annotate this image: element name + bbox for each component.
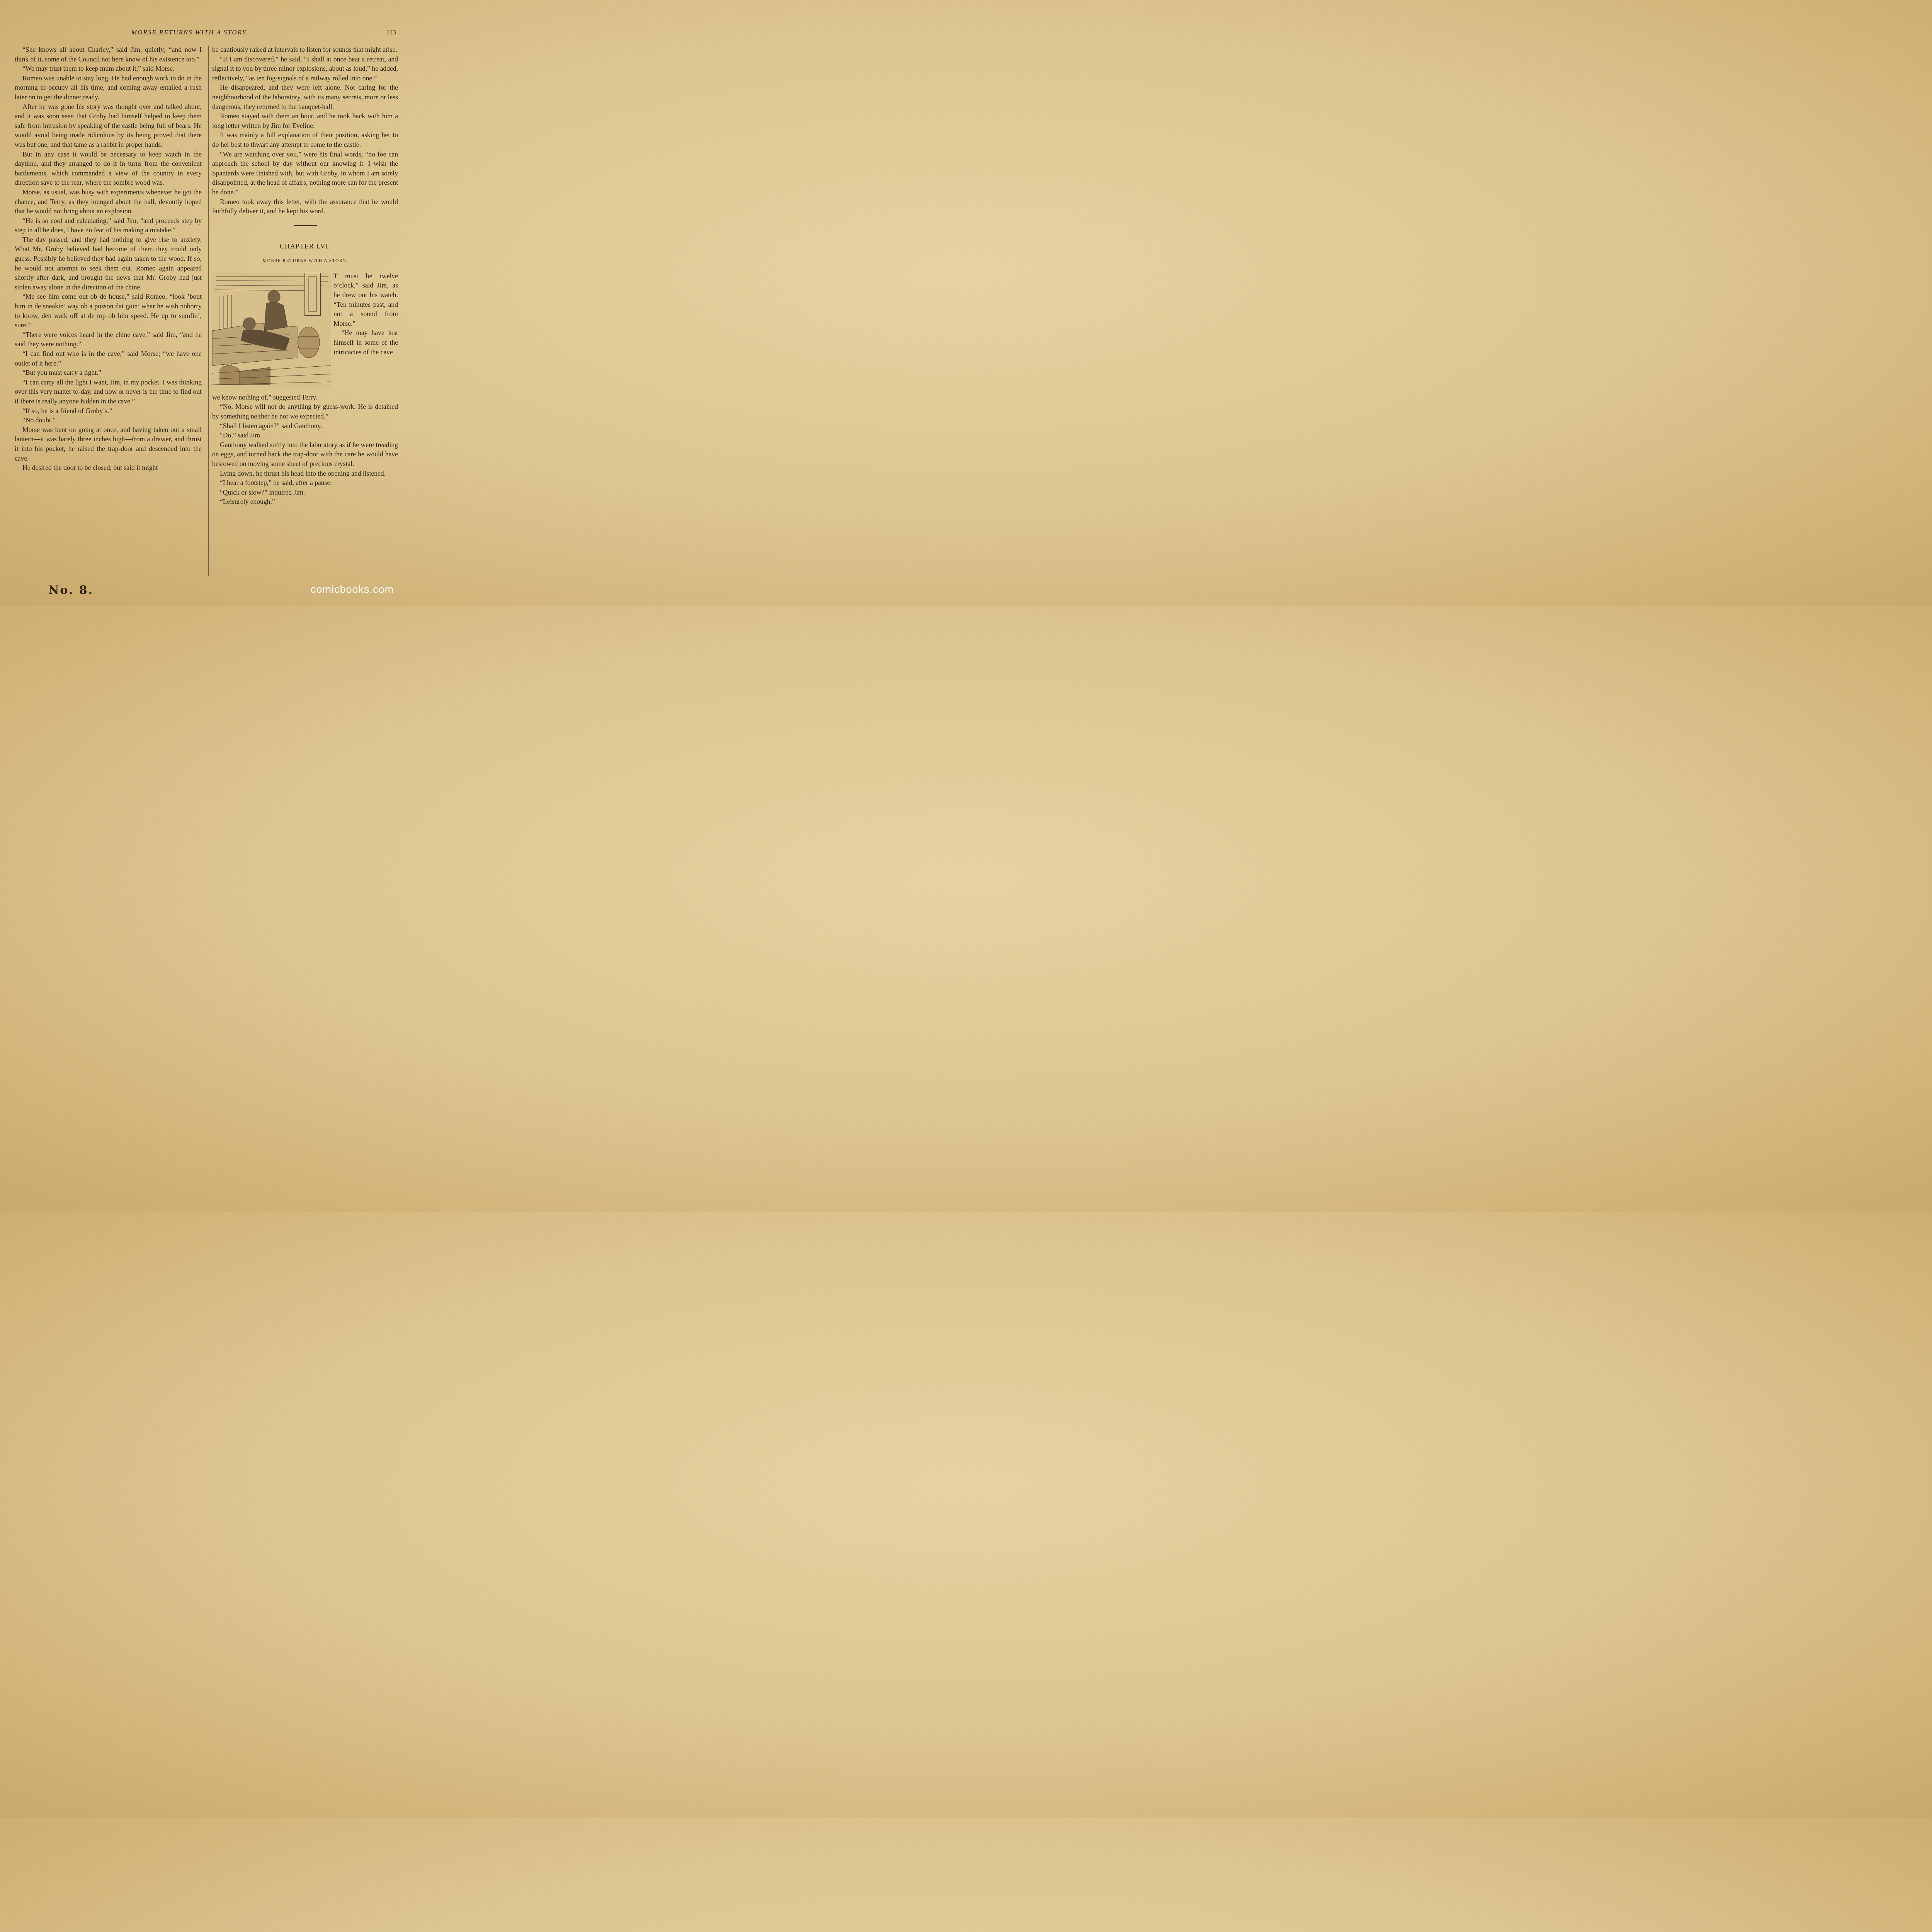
paragraph: “There were voices heard in the chine cave,” said Jim, “and he said they were nothing.” [15, 330, 202, 348]
chapter-number: CHAPTER LVI. [279, 242, 331, 250]
paragraph: But in any case it would be necessary to keep watch in the daytime, and they arranged to do it in turns from the convenient battlements, which commanded a view of the country in every direction save to the rear, where the sombre wood was. [15, 150, 202, 187]
paragraph: “Do,” said Jim. [220, 431, 262, 439]
drop-cap-paragraph: T must be twelve o’clock,” said Jim, as he drew out his watch. “Ten minutes past, and not a sound from Morse.” [333, 272, 398, 327]
page-number: 113 [386, 29, 396, 36]
paragraph: “Shall I listen again?” said Ganthony. [220, 422, 322, 430]
issue-number: No. 8. [48, 583, 94, 597]
right-column [212, 45, 398, 507]
paragraph: After he was gone his story was thought over and talked about, and it was soon seen that Groby had himself helped to keep them safe from intrusion by speaking of the castle being full of bears. He would avoid being made ridiculous by its being proved that there was but one, and that tame as a rabbit in proper hands. [15, 102, 202, 148]
paragraph: He desired the door to be closed, but said it might [22, 464, 158, 472]
paragraph: “We may trust them to keep mum about it,” said Morse. [22, 65, 175, 73]
paragraph: “He may have lost himself in some of the intricacies of the cave [333, 329, 398, 356]
paragraph: It was mainly a full explanation of their position, asking her to do her best to thwart any attempt to come to the castle. [212, 131, 398, 148]
illustration-block [212, 271, 398, 393]
section-separator [294, 225, 317, 226]
site-watermark: comicbooks.com [311, 583, 394, 595]
paragraph: “I can find out who is in the cave,” said Morse; “we have one outlet of it here.” [15, 350, 202, 367]
paragraph: “I hear a footstep,” he said, after a pause. [220, 479, 332, 487]
paragraph-continuation: be cautiously raised at intervals to listen for sounds that might arise. [212, 46, 397, 53]
paragraph: “Leisurely enough.” [220, 498, 275, 506]
paragraph: Ganthony walked softly into the laboratory as if he were treading on eggs, and turned back the trap-door with the care he would have bestowed on moving some sheet of precious crystal. [212, 440, 398, 468]
paragraph: “No doubt.” [22, 416, 56, 424]
paragraph: Lying down, he thrust his head into the opening and listened. [220, 469, 386, 477]
paragraph: Morse was bent on going at once, and having taken out a small lantern—it was barely three inches high—from a drawer, and thrust it into his pocket, he raised the trap-door and descended into the cave. [15, 425, 202, 462]
paragraph: “If so, he is a friend of Groby’s.” [22, 406, 112, 415]
paragraph: “I can carry all the light I want, Jim, in my pocket. I was thinking over this very matter to-day, and now or never is the time to find out if there is really anyone hidden in the cave.” [15, 378, 202, 405]
paragraph: Romeo took away this letter, with the assurance that he would faithfully deliver it, and he kept his word. [212, 197, 398, 215]
paragraph: “She knows all about Charley,” said Jim, quietly; “and now I think of it, some of the Council not here know of his existence too.” [15, 46, 202, 63]
paragraph: “Quick or slow?” inquired Jim. [220, 488, 305, 496]
paragraph: He disappeared, and they were left alone. Not caring for the neighbourhood of the laboratory, with its many secrets, more or less dangerous, they returned to the banquet-hall. [212, 83, 398, 111]
column-divider [208, 46, 209, 576]
paragraph: Romeo was unable to stay long. He had enough work to do in the morning to occupy all his time, and coming away entailed a rush later on to get the dinner ready. [15, 74, 202, 101]
illustration-side-text [333, 271, 398, 357]
engraving-illustration [212, 273, 331, 388]
paragraph: Romeo stayed with them an hour, and he took back with him a long letter written by Jim for Eveline. [212, 112, 398, 129]
paragraph: “If I am discovered,” he said, “I shall at once beat a retreat, and signal it to you by three minor explosions, about as loud,” he added, reflectively, “as ten fog-signals of a railway rolled into one.” [212, 55, 398, 82]
running-title: MORSE RETURNS WITH A STORY. [131, 29, 248, 36]
running-head [0, 29, 420, 39]
paragraph: “But you must carry a light.” [22, 369, 102, 377]
paragraph: The day passed, and they had nothing to give rise to anxiety. What Mr. Groby believed had become of them they could only guess. Possibly he believed they had again taken to the wood. If so, he would not attempt to seek them out. Romeo again appeared shortly after dark, and brought the news that Mr. Groby had just stolen away alone in the direction of the chine. [15, 235, 202, 291]
left-column [15, 45, 202, 473]
paragraph: “We are watching over you,” were his final words; “no foe can approach the school by day without our knowing it. I wish the Spaniards were finished with, but with Groby, in whom I am sorely disappointed, at the head of affairs, nothing more can for the present be done.” [212, 150, 398, 196]
paragraph: “He is so cool and calculating,” said Jim, “and proceeds step by step in all he does, I have no fear of his making a mistake.” [15, 216, 202, 234]
paragraph: Morse, as usual, was busy with experiments whenever he got the chance, and Terry, as they lounged about the hall, devoutly hoped that he would not bring about an explosion. [15, 188, 202, 215]
paragraph: “No; Morse will not do anything by guess-work. He is detained by something neither he nor we expected.” [212, 403, 398, 420]
paragraph-continuation: we know nothing of,” suggested Terry. [212, 393, 318, 401]
chapter-subtitle: MORSE RETURNS WITH A STORY. [262, 259, 348, 264]
paragraph: “Me see him come out ob de house,” said Romeo, “look ’bout him in de sneakin’ way ob a pusson dat goin’ whar he wish noborry to know, den walk off at de top ob him speed. He up to sumfin’, sure.” [15, 293, 202, 329]
